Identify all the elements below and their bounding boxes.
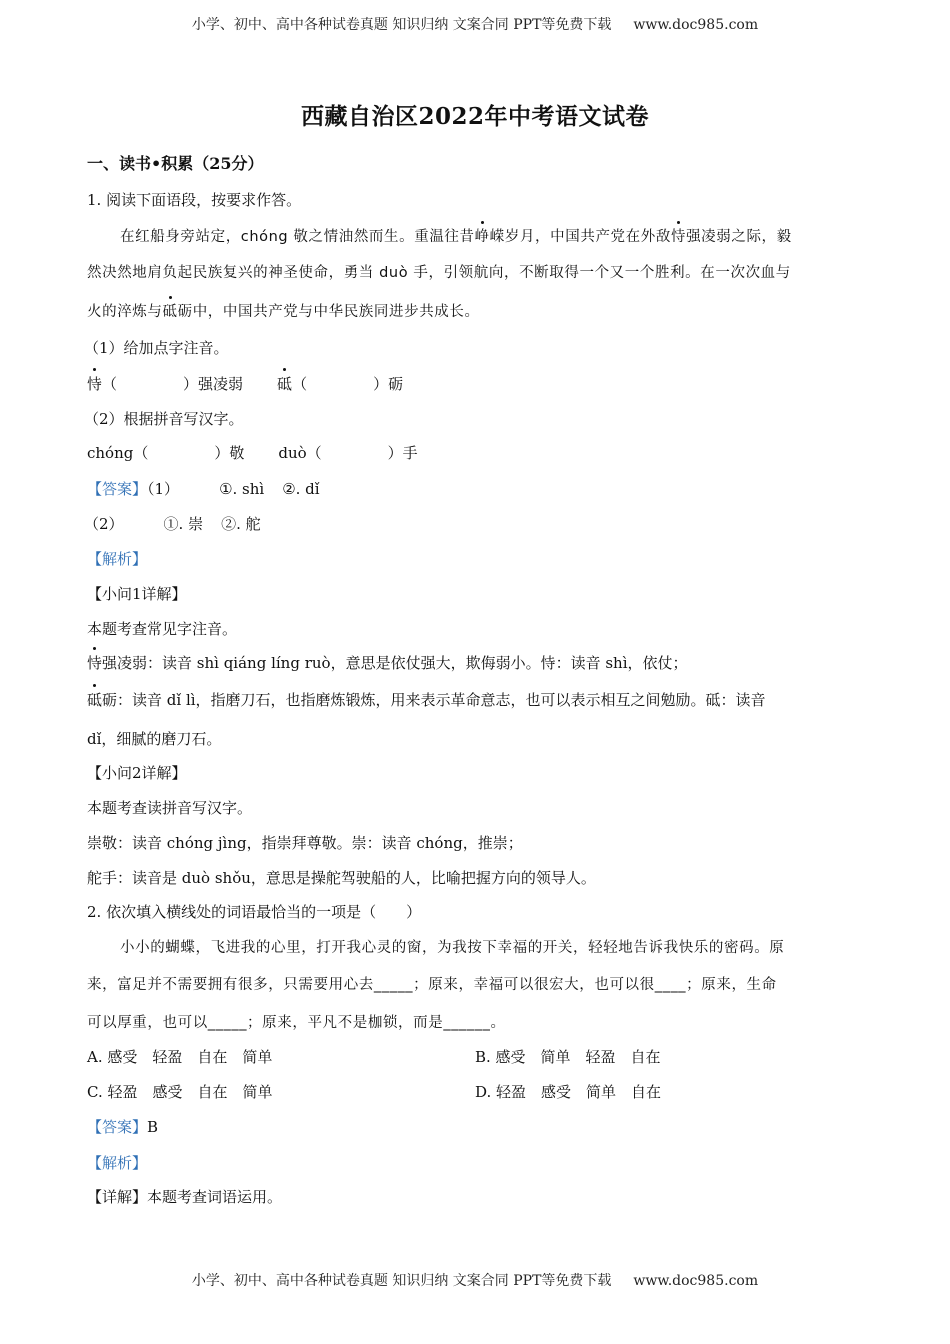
- q1-passage-line-3: 火的淬炼与砥砺中，中国共产党与中华民族同进步共成长。: [87, 304, 480, 320]
- section-heading: 一、读书•积累（25分）: [87, 154, 264, 173]
- footer-text: 小学、初中、高中各种试卷真题 知识归纳 文案合同 PPT等免费下载: [191, 1273, 612, 1289]
- q2-stem: 2. 依次填入横线处的词语最恰当的一项是（ ）: [87, 903, 422, 921]
- q1-sub1: （1）给加点字注音。: [84, 339, 229, 357]
- q1-detail1-heading: 【小问1详解】: [87, 585, 187, 603]
- dotted-char: 峥: [474, 229, 490, 245]
- page-header: [0, 14, 950, 34]
- q1-detail1-line-1: 恃强凌弱：读音 shì qiáng líng ruò，意思是依仗强大，欺侮弱小。恃：读音 shì，依仗；: [87, 654, 688, 672]
- q1-detail2-line-2: 舵手：读音是 duò shǒu，意思是操舵驾驶船的人，比喻把握方向的领导人。: [87, 869, 596, 887]
- q2-answer-row: 【答案】B: [87, 1118, 159, 1136]
- q1-fill-row-2: chóng（ ）敬 duò（ ）手: [87, 444, 418, 462]
- q2-passage-line-2: 来，富足并不需要拥有很多，只需要用心去_____；原来，幸福可以很宏大，也可以很____；原来，生命: [87, 977, 777, 993]
- q2-option-b: B. 感受 简单 轻盈 自在: [475, 1048, 661, 1066]
- q2-option-a: A. 感受 轻盈 自在 简单: [87, 1048, 273, 1066]
- q1-detail1-line-2: 砥砺：读音 dǐ lì，指磨刀石，也指磨炼锻炼，用来表示革命意志，也可以表示相互之间勉励。砥：读音: [87, 691, 766, 709]
- q2-detail: 【详解】本题考查词语运用。: [87, 1188, 283, 1206]
- header-text: 小学、初中、高中各种试卷真题 知识归纳 文案合同 PPT等免费下载: [191, 17, 612, 33]
- dotted-char: 砥: [162, 304, 178, 320]
- q1-detail1-line-3: dǐ，细腻的磨刀石。: [87, 730, 222, 748]
- dotted-char: 恃: [670, 229, 687, 245]
- q1-analysis-label: 【解析】: [87, 550, 148, 568]
- page-title: 西藏自治区2022年中考语文试卷: [300, 103, 649, 130]
- q2-analysis-label: 【解析】: [87, 1154, 148, 1172]
- q1-sub2: （2）根据拼音写汉字。: [84, 410, 244, 428]
- q2-passage-line-3: 可以厚重，也可以_____；原来，平凡不是枷锁，而是______。: [87, 1015, 506, 1031]
- q1-detail1-intro: 本题考查常见字注音。: [87, 620, 238, 638]
- answer-label: 【答案】: [87, 480, 148, 498]
- q1-answer-row-2: （2） ①. 崇 ②. 舵: [84, 515, 261, 533]
- q1-detail2-line-1: 崇敬：读音 chóng jìng，指崇拜尊敬。崇：读音 chóng，推崇；: [87, 834, 523, 852]
- q1-detail2-heading: 【小问2详解】: [87, 764, 187, 782]
- page-footer: [0, 1270, 950, 1290]
- q2-option-d: D. 轻盈 感受 简单 自在: [475, 1083, 662, 1101]
- q2-passage-line-1: 小小的蝴蝶，飞进我的心里，打开我心灵的窗，为我按下幸福的开关，轻轻地告诉我快乐的密码。原: [120, 940, 785, 956]
- footer-site: www.doc985.com: [633, 1273, 759, 1289]
- q1-passage-line-1: 在红船身旁站定，chóng 敬之情油然而生。重温往昔峥嵘岁月，中国共产党在外敌恃强凌弱之际，毅: [120, 229, 792, 245]
- q1-answer-row-1: 【答案】（1） ①. shì ②. dǐ: [87, 480, 320, 498]
- answer-label: 【答案】: [87, 1118, 148, 1136]
- q1-fill-row-1: 恃（ ）强凌弱 砥（ ）砺: [87, 375, 404, 393]
- q1-stem: 1. 阅读下面语段，按要求作答。: [87, 191, 302, 209]
- q1-passage-line-2: 然决然地肩负起民族复兴的神圣使命，勇当 duò 手，引领航向，不断取得一个又一个胜利。在一次次血与: [87, 265, 791, 281]
- q2-option-c: C. 轻盈 感受 自在 简单: [87, 1083, 273, 1101]
- header-site: www.doc985.com: [633, 17, 759, 33]
- q1-detail2-intro: 本题考查读拼音写汉字。: [87, 799, 253, 817]
